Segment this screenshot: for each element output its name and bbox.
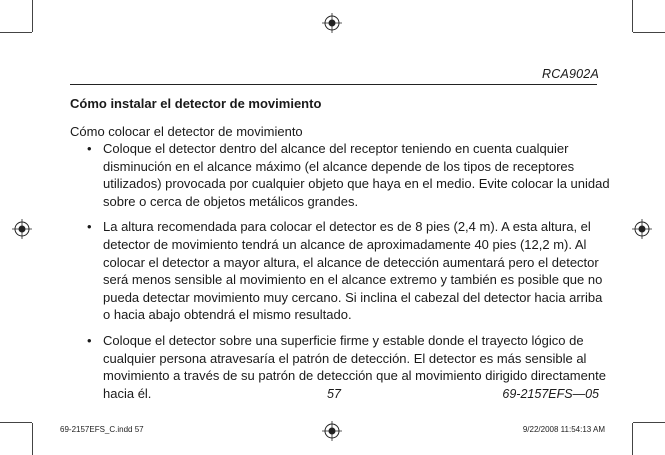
page-number: 57: [327, 387, 341, 401]
model-number: RCA902A: [542, 67, 599, 81]
registration-mark-icon: [322, 13, 342, 33]
list-item: [70, 218, 610, 324]
crop-mark: [0, 422, 32, 423]
crop-mark: [32, 423, 33, 455]
slug-timestamp: 9/22/2008 11:54:13 AM: [522, 425, 605, 434]
document-number: 69-2157EFS—05: [502, 387, 599, 401]
bullet-list: [70, 140, 610, 410]
list-item-text: Coloque el detector sobre una superficie firme y estable donde el trayecto lógico de cualquier persona atravesaría el patrón de detección. El detector es más sensible al movimiento a través de su patrón de detección que al movimiento dirigido directamente hacia él.: [103, 332, 606, 401]
slug-filename: 69-2157EFS_C.indd 57: [60, 425, 144, 434]
header-rule: [70, 84, 597, 85]
crop-mark: [0, 32, 32, 33]
crop-mark: [632, 0, 633, 32]
crop-mark: [633, 422, 665, 423]
bullet-icon: •: [87, 141, 92, 156]
list-item-text: Coloque el detector dentro del alcance del receptor teniendo en cuenta cualquier disminución en el alcance máximo (el alcance depende de los tipos de receptores utilizados) provocada por cualquier objeto que haya en el medio. Evite colocar la unidad sobre o cerca de objetos metálicos grandes.: [103, 141, 610, 209]
section-heading: Cómo instalar el detector de movimiento: [70, 96, 322, 111]
crop-mark: [632, 423, 633, 455]
registration-mark-icon: [632, 219, 652, 239]
list-item: [70, 140, 610, 210]
bullet-icon: •: [87, 219, 92, 235]
crop-mark: [32, 0, 33, 32]
registration-mark-icon: [12, 219, 32, 239]
list-item-text: La altura recomendada para colocar el detector es de 8 pies (2,4 m). A esta altura, el detector de movimiento tendrá un alcance de aproximadamente 40 pies (12,2 m). Al colocar el detector a mayor altura, el alcance de detección aumentará pero el detector será menos sensible al movimiento en el alcance extremo y también es posible que no pueda detectar movimiento muy cercano. Si inclina el cabezal del detector hacia arriba o hacia abajo obtendrá el mismo resultado.: [103, 219, 603, 323]
crop-mark: [633, 32, 665, 33]
bullet-icon: •: [87, 332, 92, 348]
registration-mark-icon: [322, 421, 342, 441]
section-subheading: Cómo colocar el detector de movimiento: [70, 124, 303, 139]
